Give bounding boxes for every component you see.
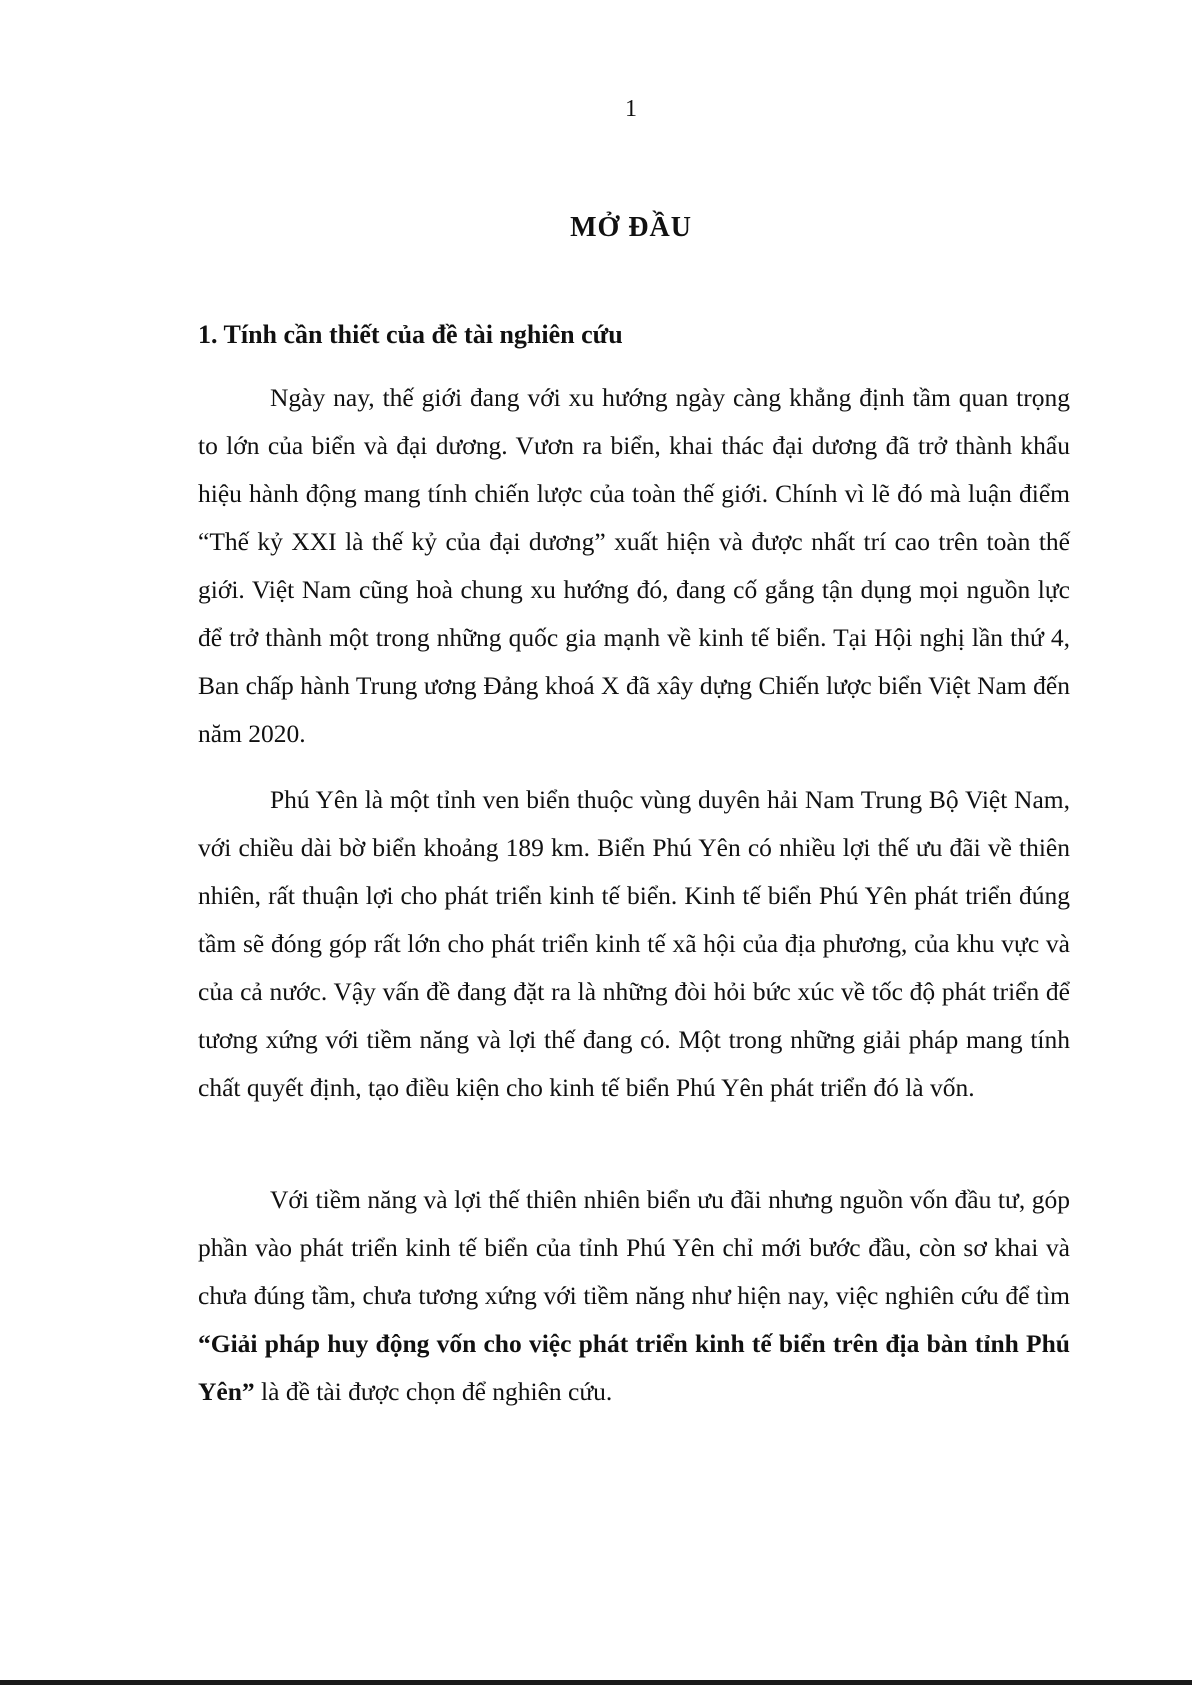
paragraph-1: Ngày nay, thế giới đang với xu hướng ngày càng khẳng định tầm quan trọng to lớn của biển và đại dương. Vươn ra biển, khai thác đại dương đã trở thành khẩu hiệu hành động mang tính chiến lược của toàn thế giới. Chính vì lẽ đó mà luận điểm “Thế kỷ XXI là thế kỷ của đại dương” xuất hiện và được nhất trí cao trên toàn thế giới. Việt Nam cũng hoà chung xu hướng đó, đang cố gắng tận dụng mọi nguồn lực để trở thành một trong những quốc gia mạnh về kinh tế biển. Tại Hội nghị lần thứ 4, Ban chấp hành Trung ương Đảng khoá X đã xây dựng Chiến lược biển Việt Nam đến năm 2020. <box>198 383 1070 748</box>
thesis-title: “Giải pháp huy động vốn cho việc phát triển kinh tế biển trên địa bàn tỉnh Phú Yên” <box>198 1329 1070 1406</box>
paragraph-3-outro: là đề tài được chọn để nghiên cứu. <box>254 1377 613 1406</box>
paragraph-2: Phú Yên là một tỉnh ven biển thuộc vùng duyên hải Nam Trung Bộ Việt Nam, với chiều dài bờ biển khoảng 189 km. Biển Phú Yên có nhiều lợi thế ưu đãi về thiên nhiên, rất thuận lợi cho phát triển kinh tế biển. Kinh tế biển Phú Yên phát triển đúng tầm sẽ đóng góp rất lớn cho phát triển kinh tế xã hội của địa phương, của khu vực và của cả nước. Vậy vấn đề đang đặt ra là những đòi hỏi bức xúc về tốc độ phát triển để tương xứng với tiềm năng và lợi thế đang có. Một trong những giải pháp mang tính chất quyết định, tạo điều kiện cho kinh tế biển Phú Yên phát triển đó là vốn. <box>198 785 1070 1102</box>
paragraph-3-intro: Với tiềm năng và lợi thế thiên nhiên biển ưu đãi nhưng nguồn vốn đầu tư, góp phần vào phát triển kinh tế biển của tỉnh Phú Yên chỉ mới bước đầu, còn sơ khai và chưa đúng tầm, chưa tương xứng với tiềm năng như hiện nay, việc nghiên cứu để tìm <box>198 1185 1070 1310</box>
document-title: MỞ ĐẦU <box>570 212 692 243</box>
section-heading: 1. Tính cần thiết của đề tài nghiên cứu <box>198 320 623 349</box>
paragraph-3 <box>198 1176 1070 1416</box>
page-number: 1 <box>625 96 637 122</box>
page-bottom-border <box>0 1680 1192 1685</box>
